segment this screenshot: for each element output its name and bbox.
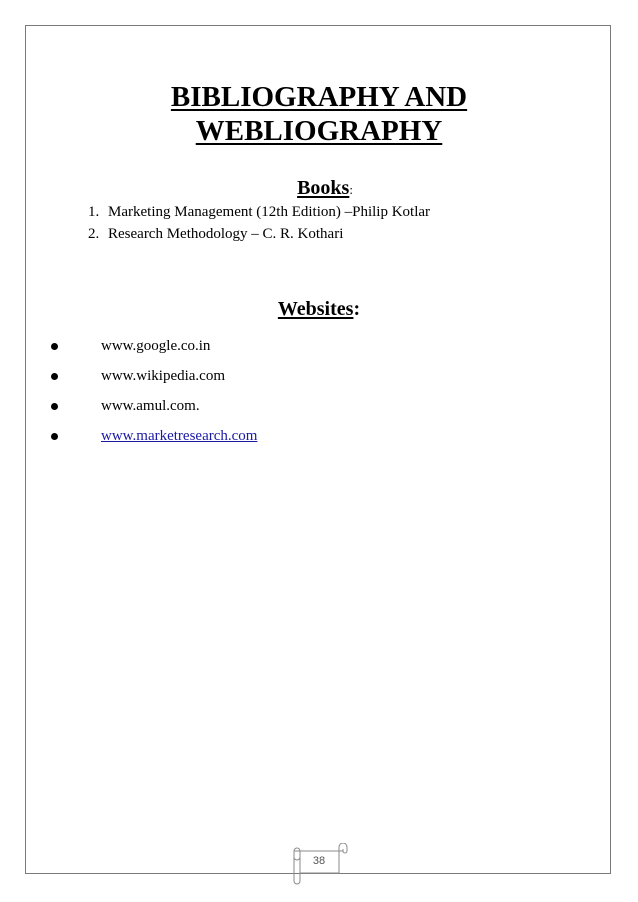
page-title-line-2: WEBLIOGRAPHY xyxy=(195,115,443,147)
book-item-text: Marketing Management (12th Edition) –Philip Kotlar xyxy=(108,204,431,220)
page-title-line-1: BIBLIOGRAPHY AND xyxy=(170,81,468,113)
page-number: 38 xyxy=(312,855,326,867)
website-link[interactable]: www.marketresearch.com xyxy=(101,427,258,444)
books-heading xyxy=(6,176,638,202)
bullet-icon xyxy=(51,403,58,410)
book-item xyxy=(88,201,430,223)
websites-list xyxy=(50,331,257,451)
book-item-text: Research Methodology – C. R. Kothari xyxy=(108,226,344,242)
book-item-number: 1. xyxy=(88,204,100,220)
bullet-icon xyxy=(51,373,58,380)
websites-heading xyxy=(0,297,638,321)
page-number-scroll xyxy=(289,843,349,885)
website-text: www.google.co.in xyxy=(101,337,211,354)
bullet-icon xyxy=(51,433,58,440)
website-item xyxy=(50,421,257,451)
website-item xyxy=(50,331,257,361)
book-item-number: 2. xyxy=(88,226,100,242)
websites-heading-label: Websites xyxy=(277,298,354,320)
website-text: www.wikipedia.com xyxy=(101,367,225,384)
books-heading-label: Books xyxy=(297,177,350,199)
website-item xyxy=(50,391,257,421)
website-text: www.amul.com. xyxy=(101,397,200,414)
bullet-icon xyxy=(51,343,58,350)
website-item xyxy=(50,361,257,391)
book-item xyxy=(88,223,430,245)
websites-heading-colon: : xyxy=(353,298,361,320)
books-list xyxy=(88,201,430,245)
books-heading-colon: : xyxy=(349,182,353,197)
